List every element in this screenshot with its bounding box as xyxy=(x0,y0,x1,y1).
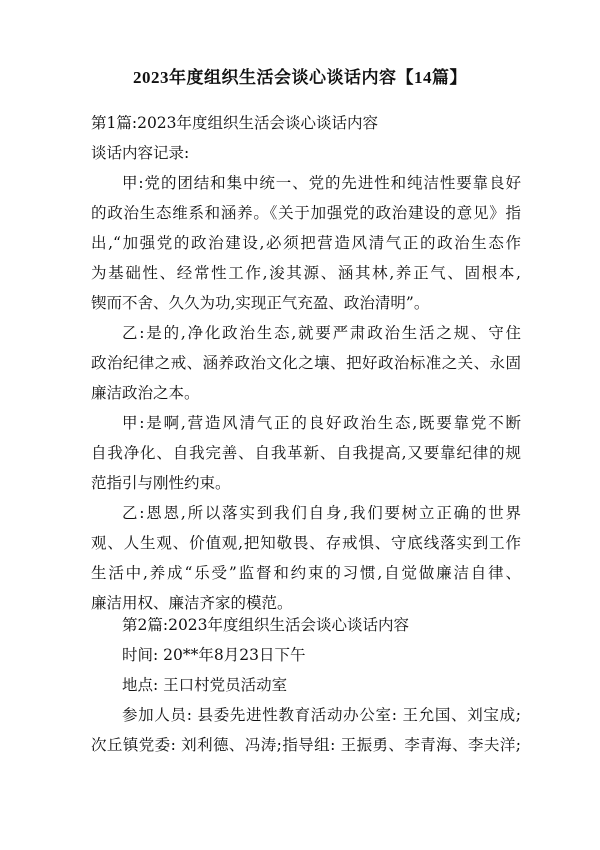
paragraph-line: 锲而不舍、久久为功,实现正气充盈、政治清明”。 xyxy=(91,294,430,312)
section-1 xyxy=(91,108,521,618)
paragraph-line: 甲:是啊,营造风清气正的良好政治生态,既要靠党不断 xyxy=(122,414,521,432)
paragraph-1 xyxy=(91,168,521,318)
paragraph-line: 自我净化、自我完善、自我革新、自我提高,又要靠纪律的规 xyxy=(91,444,521,462)
attendees-line: 次丘镇党委: 刘利德、冯涛;指导组: 王振勇、李青海、李夫洋; xyxy=(91,736,521,754)
paragraph-3 xyxy=(91,408,521,498)
paragraph-line: 为基础性、经常性工作,浚其源、涵其林,养正气、固根本, xyxy=(91,264,521,282)
paragraph-line: 政治纪律之戒、涵养政治文化之壤、把好政治标准之关、永固 xyxy=(91,354,521,372)
paragraph-line: 甲:党的团结和集中统一、党的先进性和纯洁性要靠良好 xyxy=(122,174,521,192)
paragraph-line: 乙:恩恩,所以落实到我们自身,我们要树立正确的世界 xyxy=(122,504,521,522)
attendees-line: 参加人员: 县委先进性教育活动办公室: 王允国、刘宝成; xyxy=(122,706,521,724)
paragraph-line: 廉洁用权、廉洁齐家的模范。 xyxy=(91,594,293,612)
document-title: 2023年度组织生活会谈心谈话内容【14篇】 xyxy=(133,68,467,87)
section-1-heading: 第1篇:2023年度组织生活会谈心谈话内容 xyxy=(91,114,379,132)
paragraph-line: 乙:是的,净化政治生态,就要严肃政治生活之规、守住 xyxy=(122,324,521,342)
paragraph-line: 观、人生观、价值观,把知敬畏、存戒惧、守底线落实到工作 xyxy=(91,534,521,552)
paragraph-line: 生活中,养成“乐受”监督和约束的习惯,自觉做廉洁自律、 xyxy=(91,564,521,582)
paragraph-line: 的政治生态维系和涵养。《关于加强党的政治建设的意见》指 xyxy=(91,204,521,222)
paragraph-2 xyxy=(91,318,521,408)
paragraph-4 xyxy=(91,498,521,618)
paragraph-line: 出,“加强党的政治建设,必须把营造风清气正的政治生态作 xyxy=(91,234,521,252)
meeting-place: 地点: 王口村党员活动室 xyxy=(122,676,288,694)
section-2-heading: 第2篇:2023年度组织生活会谈心谈话内容 xyxy=(122,616,410,634)
paragraph-line: 范指引与刚性约束。 xyxy=(91,474,231,492)
paragraph-line: 廉洁政治之本。 xyxy=(91,384,200,402)
section-2 xyxy=(91,610,521,760)
meeting-time: 时间: 20**年8月23日下午 xyxy=(122,646,306,664)
record-label: 谈话内容记录: xyxy=(91,144,190,162)
